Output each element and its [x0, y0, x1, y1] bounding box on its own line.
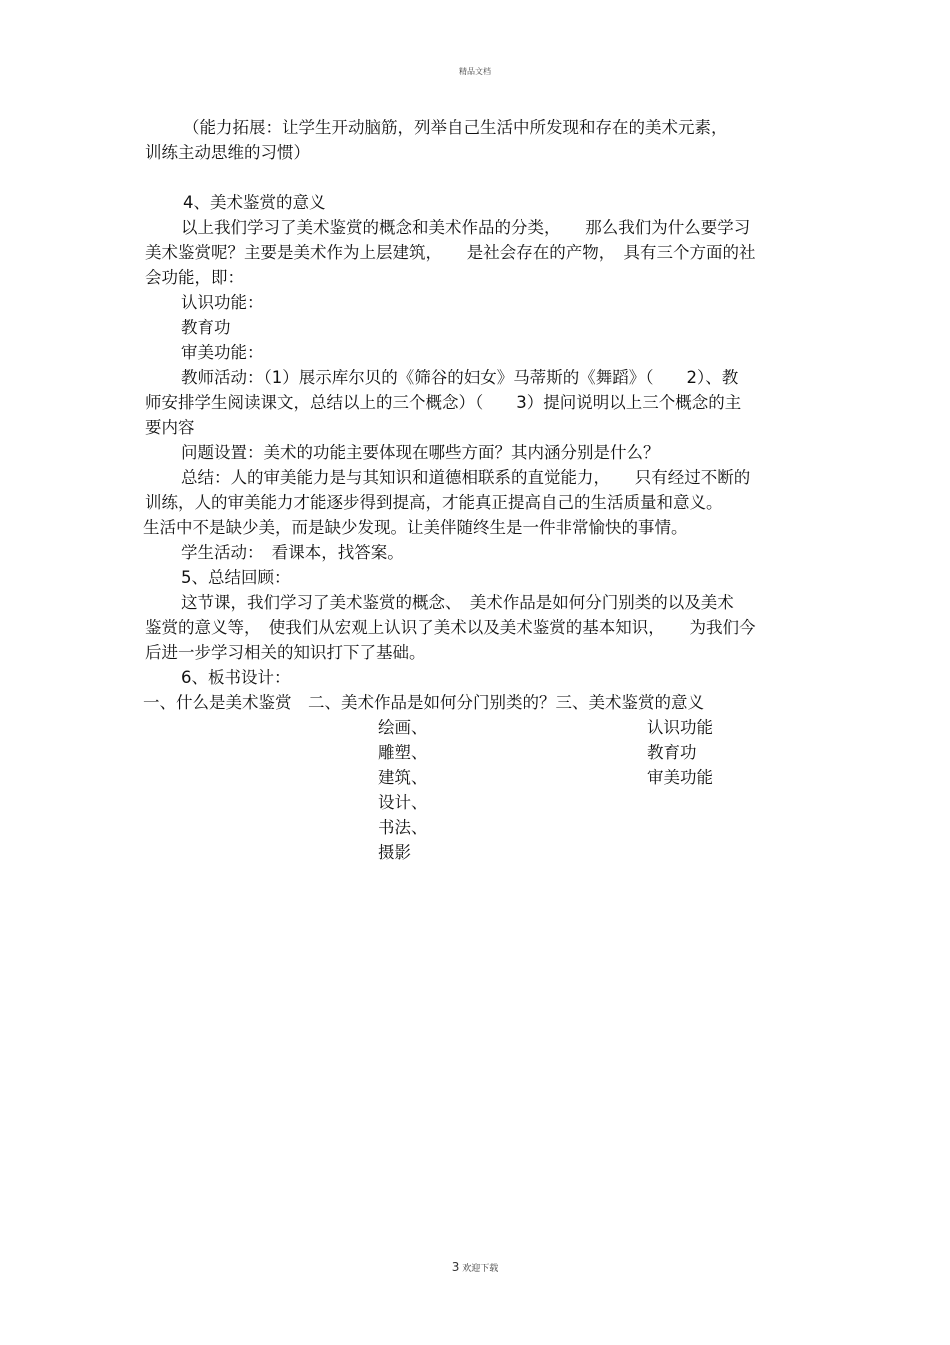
board-category-item: 摄影 [378, 843, 411, 862]
footer-text: 欢迎下载 [462, 1264, 499, 1274]
text-line: 生活中不是缺少美，而是缺少发现。让美伴随终生是一件非常愉快的事情。 [143, 518, 688, 537]
board-categories-column [378, 715, 428, 865]
text-line: 师安排学生阅读课文，总结以上的三个概念）（ 3）提问说明以上三个概念的主 [145, 393, 742, 412]
text-line: 会功能，即： [145, 268, 244, 287]
text-line: 6、板书设计： [181, 668, 291, 687]
text-line: 美术鉴赏呢？主要是美术作为上层建筑， 是社会存在的产物， 具有三个方面的社 [145, 243, 756, 262]
text-line: 5、总结回顾： [181, 568, 291, 587]
board-category-item: 雕塑、 [378, 743, 428, 762]
text-line: 学生活动： 看课本，找答案。 [181, 543, 404, 562]
board-function-item: 教育功 [647, 743, 697, 762]
text-line: 教师活动：（1）展示库尔贝的《筛谷的妇女》马蒂斯的《舞蹈》（ 2）、教 [181, 368, 739, 387]
text-line: 训练，人的审美能力才能逐步得到提高，才能真正提高自己的生活质量和意义。 [145, 493, 723, 512]
text-line: （能力拓展：让学生开动脑筋，列举自己生活中所发现和存在的美术元素， [183, 118, 728, 137]
board-function-item: 审美功能 [647, 768, 713, 787]
text-line: 训练主动思维的习惯） [145, 143, 310, 162]
text-line: 审美功能： [181, 343, 264, 362]
board-category-item: 书法、 [378, 818, 428, 837]
text-line: 问题设置：美术的功能主要体现在哪些方面？其内涵分别是什么？ [181, 443, 660, 462]
text-line: 要内容 [145, 418, 195, 437]
text-line: 鉴赏的意义等， 使我们从宏观上认识了美术以及美术鉴赏的基本知识， 为我们今 [145, 618, 756, 637]
board-category-item: 设计、 [378, 793, 428, 812]
text-line: 认识功能： [181, 293, 264, 312]
text-line: 这节课，我们学习了美术鉴赏的概念、 美术作品是如何分门别类的以及美术 [181, 593, 734, 612]
text-line: 一、什么是美术鉴赏 二、美术作品是如何分门别类的？三、美术鉴赏的意义 [143, 693, 704, 712]
board-function-item: 认识功能 [647, 718, 713, 737]
board-category-item: 建筑、 [378, 768, 428, 787]
text-line: 4、美术鉴赏的意义 [183, 193, 326, 212]
board-functions-column [647, 715, 713, 790]
text-line: 后进一步学习相关的知识打下了基础。 [145, 643, 426, 662]
text-line: 总结：人的审美能力是与其知识和道德相联系的直觉能力， 只有经过不断的 [181, 468, 751, 487]
text-line: 以上我们学习了美术鉴赏的概念和美术作品的分类， 那么我们为什么要学习 [181, 218, 751, 237]
text-line: 教育功 [181, 318, 231, 337]
page-footer [0, 1260, 950, 1274]
page-number: 3 [451, 1260, 460, 1274]
board-category-item: 绘画、 [378, 718, 428, 737]
page-header: 精品文档 [459, 67, 491, 76]
